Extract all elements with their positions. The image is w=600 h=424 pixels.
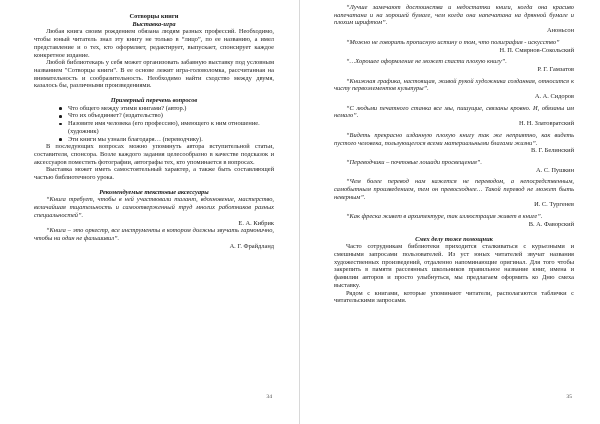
quote-author: В. Г. Белинский bbox=[531, 147, 574, 155]
quote-text: “Видеть прекрасно изданную плохую книгу так же неприятно, как видеть пустого человека, пользующегося всеми материальными благами жизни”. bbox=[334, 131, 574, 147]
quote-author: А. Г. Фрайдланд bbox=[229, 242, 274, 250]
right-page bbox=[300, 0, 600, 424]
question-item: Что общего между этими книгами? (автор.) bbox=[68, 105, 274, 113]
quote-text: “Книжная графика, настоящая, живой рукой художника созданная, относится к чисту первоэлементов культуры”. bbox=[334, 77, 574, 93]
paragraph-labels: Рядом с книгами, которые упоминают читатели, располагаются таблички с читательскими запросами. bbox=[334, 289, 574, 305]
quote-author: В. А. Фаворский bbox=[528, 220, 574, 228]
questions-list bbox=[34, 105, 274, 144]
quote-text: “…Хорошее оформление не может спасти плохую книгу”. bbox=[346, 58, 507, 66]
quote-author: Р. Г. Гамзатов bbox=[537, 65, 574, 73]
quote-text: “Можно не говорить прописную истину о том, что полиграфия - искусство” bbox=[346, 38, 560, 46]
question-item: Назовите имя человека (его профессию), имеющего к ним отношение. (художник) bbox=[68, 120, 274, 135]
quote-author: А. А. Сидоров bbox=[534, 93, 574, 101]
paragraph-next-questions: В последующих вопросах можно упомянуть автора вступительной статьи, составителя, спонсора. Возле каждого задания целесообразно в качестве подсказок и аксессуаров поместить фотографии, автографы тех, кто упоминается в вопросах. bbox=[34, 143, 274, 166]
section-title-laughter: Смех делу тоже помощник bbox=[415, 235, 493, 243]
question-item: Что их объединяет? (издательство) bbox=[68, 112, 274, 120]
quote-text: “Книга требует, чтобы в ней участвовали талант, вдохновение, мастерство, величайшая тщательность и самоотверженный труд многих работников разных специальностей”. bbox=[34, 196, 274, 219]
question-item: Эти книги мы узнали благодаря… (переводчику). bbox=[68, 136, 274, 144]
quote-text: “Переводчики – почтовые лошади просвещения”. bbox=[346, 158, 482, 166]
paragraph-intro: Любая книга своим рождением обязана людям разных профессий. Необходимо, чтобы юный читатель знал эту книгу не только в “лицо”, по ее названию, а имел представление и о тех, кто оформляет, редактирует, выпускает, спонсирует каждое конкретное издание. bbox=[34, 28, 274, 59]
paragraph-lesson: Выставка может иметь самостоятельный характер, а также быть составляющей частью библиотечного урока. bbox=[34, 166, 274, 182]
quote-text: “Как фреска живет в архитектуре, так иллюстрация живет в книге”. bbox=[346, 213, 543, 221]
quote-author: Н. П. Смирнов-Сокольский bbox=[499, 46, 574, 54]
quote-author: Н. Н. Златовратский bbox=[518, 120, 574, 128]
quote-author: А. С. Пушкин bbox=[536, 166, 574, 174]
paragraph-exhibition: Любой библиотекарь у себя может организовать забавную выставку под условным названием "Сотворцы книги". В ее основе лежит игра-головоломка, рассчитанная на внимательность и сообразительность. Необходимо найти сходство между двумя, казалось бы, различными произведениями. bbox=[34, 59, 274, 90]
section-title-cotvortsy: Сотворцы книги bbox=[129, 13, 179, 20]
questions-title: Примерный перечень вопросов bbox=[110, 97, 198, 105]
quote-author: Аноньсон bbox=[546, 27, 574, 35]
page-number: 35 bbox=[566, 394, 572, 401]
page-number: 34 bbox=[266, 394, 272, 401]
quotes-title: Рекомендуемые текстовые аксессуары bbox=[99, 188, 209, 196]
quote-author: Е. А. Кибрик bbox=[238, 219, 274, 227]
quote-text: “Книга – это оркестр, все инструменты в котором должны звучать гармонично, чтобы ни один не фальшивил”. bbox=[34, 227, 274, 242]
section-subtitle: Выставка-игра bbox=[132, 20, 176, 28]
quote-text: “Лучше замечают достоинства и недостатки книги, когда она красиво напечатана и на хорошей бумаге, чем когда она напечатана на дрянной бумаге и плохим шрифтом”. bbox=[334, 4, 574, 27]
quote-text: “С людьми печатного станка все мы, пишущие, связаны кровно. И, обязаны им немало”. bbox=[334, 104, 574, 120]
quote-text: “Чем более перевод нам кажется не переводом, а непосредственным, самобытным произведением, тем он превосходнее… Такой перевод не может быть неверным”. bbox=[334, 178, 574, 201]
paragraph-laughter: Часто сотрудникам библиотеки приходится сталкиваться с курьезными и смешными запросами пользователей. Из уст юных читателей звучат названия художественных произведений, отдаленно напоминающие оригинал. Для того чтобы закрепить в памяти рассеянных школьников правильное название книг, имена и фамилии авторов и просто улыбнуться, мы предлагаем оформить ко Дню смеха выставку. bbox=[334, 243, 574, 289]
quote-author: И. С. Тургенев bbox=[534, 201, 574, 209]
